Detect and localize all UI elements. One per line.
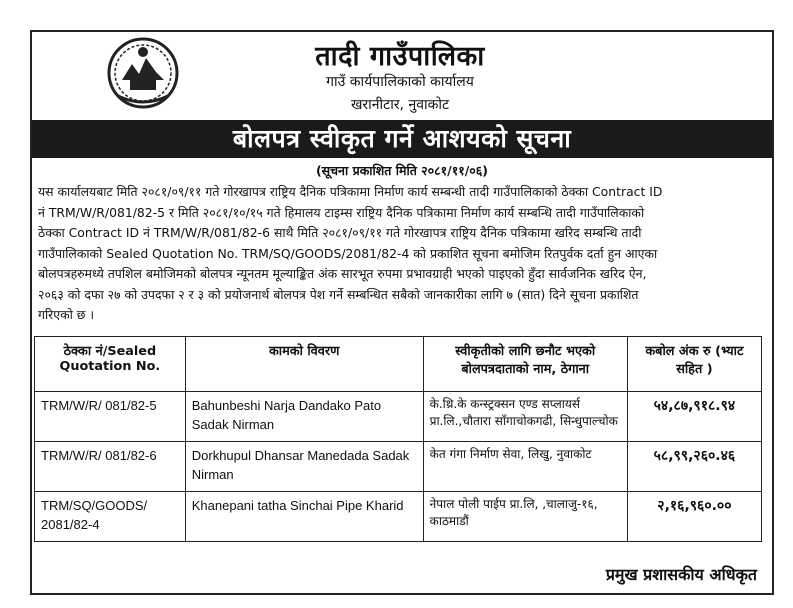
notice-body-line: गाउँपालिकाको Sealed Quotation No. TRM/SQ/GOODS/2081/82-4 को प्रकाशित सूचना बमोजिम रितपुर्वक दर्ता हुन आएका: [38, 245, 658, 261]
header-bidder: स्वीकृतीको लागि छनौट भएको बोलपत्रदाताको नाम, ठेगाना: [423, 337, 627, 392]
municipality-title: तादी गाउँपालिका: [315, 41, 485, 72]
table-row: [35, 392, 762, 442]
header-contract-no: ठेक्का नं/Sealed Quotation No.: [35, 337, 186, 392]
contract-id: TRM/SQ/GOODS/ 2081/82-4: [35, 492, 186, 542]
bid-amount: ५८,९९,२६०.४६: [627, 442, 761, 492]
notice-body-line: बोलपत्रहरुमध्ये तपशिल बमोजिमको बोलपत्र न्यूनतम मूल्याङ्कित अंक सारभूत रुपमा प्रभावग्राही भएको पाइएको हुँदा सार्वजनिक खरिद ऐन,: [38, 266, 647, 281]
bid-amount: २,१६,९६०.००: [627, 492, 761, 542]
bid-amount: ५४,८७,९१८.९४: [627, 392, 761, 442]
notice-heading: बोलपत्र स्वीकृत गर्ने आशयको सूचना: [32, 120, 772, 158]
header-work-description: कामको विवरण: [185, 337, 423, 392]
header-amount: कबोल अंक रु (भ्याट सहित ): [627, 337, 761, 392]
table-header-row: [35, 337, 762, 392]
award-table: [34, 336, 762, 542]
work-description: Bahunbeshi Narja Dandako Pato Sadak Nirman: [185, 392, 423, 442]
notice-body-line: नं TRM/W/R/081/82-5 र मिति २०८१/१०/१५ गते हिमालय टाइम्स राष्ट्रिय दैनिक पत्रिकामा निर्माण कार्य सम्बन्धि तादी गाउँपालिकाको: [38, 204, 645, 220]
notice-body-line: ठेक्का Contract ID नं TRM/W/R/081/82-6 साथै मिति २०८१/०९/११ गते गोरखापत्र राष्ट्रिय दैनिक पत्रिकामा खरिद सम्बन्धि तादी: [38, 225, 642, 240]
bidder-name: नेपाल पोली पाईप प्रा.लि, ,चालाजु-१६, काठमाडौं: [423, 492, 627, 542]
contract-id: TRM/W/R/ 081/82-5: [35, 392, 186, 442]
notice-body-line: २०६३ को दफा २७ को उपदफा २ र ३ को प्रयोजनार्थ बोलपत्र पेश गर्ने सम्बन्धित सबैको जानकारीका लागि ७ (सात) दिने सूचना प्रकाशित: [38, 286, 639, 302]
work-description: Khanepani tatha Sinchai Pipe Kharid: [185, 492, 423, 542]
notice-body: [38, 182, 764, 326]
office-address: खरानीटार, नुवाकोट: [350, 97, 450, 113]
publish-date: (सूचना प्रकाशित मिति २०८१/११/०६): [315, 163, 489, 178]
signatory-title: प्रमुख प्रशासकीय अधिकृत: [605, 565, 757, 584]
table-row: [35, 492, 762, 542]
notice-body-line: यस कार्यालयबाट मिति २०८१/०९/११ गते गोरखापत्र राष्ट्रिय दैनिक पत्रिकामा निर्माण कार्य सम्बन्धी तादी गाउँपालिकाको ठेक्का Contract ID: [38, 184, 663, 199]
notice-body-line: गरिएको छ ।: [38, 307, 95, 322]
bidder-name: के.थ्रि.के कन्स्ट्रक्सन एण्ड सप्लायर्स प्रा.लि.,चौतारा साँगाचोकगढी, सिन्धुपाल्चोक: [423, 392, 627, 442]
work-description: Dorkhupul Dhansar Manedada Sadak Nirman: [185, 442, 423, 492]
table-row: [35, 442, 762, 492]
nepal-government-emblem: [106, 36, 180, 110]
bidder-name: केत गंगा निर्माण सेवा, लिखु, नुवाकोट: [423, 442, 627, 492]
contract-id: TRM/W/R/ 081/82-6: [35, 442, 186, 492]
office-name: गाउँ कार्यपालिकाको कार्यालय: [326, 74, 474, 90]
